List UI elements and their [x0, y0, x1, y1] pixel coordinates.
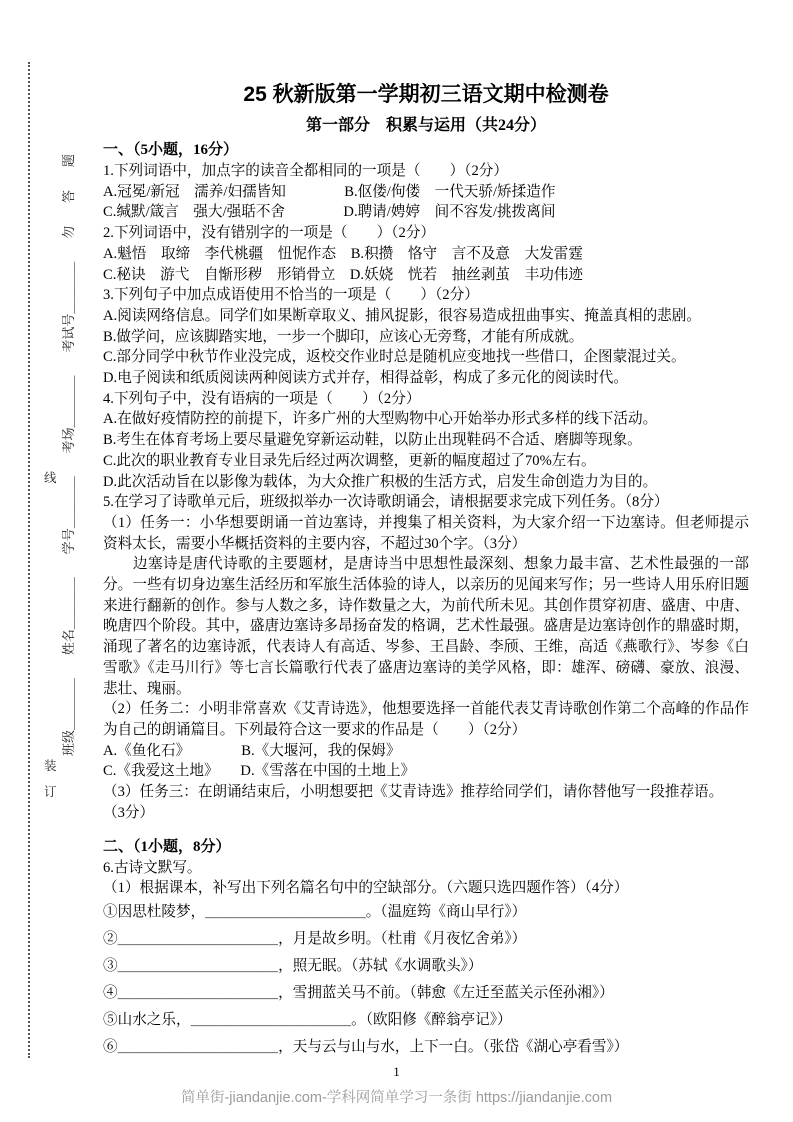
student-info-fields	[56, 154, 78, 756]
q6-sub1: （1）根据课本，补写出下列名篇名句中的空缺部分。（六题只选四题作答）（4分）	[103, 880, 629, 897]
q2-stem: 2.下列词语中，没有错别字的一项是（ ）（2分）	[103, 225, 436, 242]
q6-stem: 6.古诗文默写。	[103, 859, 202, 876]
q4-option-d: D.此次活动旨在以影像为载体，为大众推广积极的生活方式，启发生命创造力为目的。	[103, 473, 658, 490]
q3-option-a: A.阅读网络信息。同学们如果断章取义、捕风捉影，很容易造成扭曲事实、掩盖真相的悲剧。	[103, 307, 701, 324]
binding-dotted-line	[28, 62, 30, 1058]
seal-char-zhuang: 装	[44, 759, 57, 773]
seal-char-ding: 订	[44, 785, 57, 799]
q5-task2: （2）任务二：小明非常喜欢《艾青诗选》，他想要选择一首能代表艾青诗歌创作第二个高峰的作品作为自己的朗诵篇目。下列最符合这一要求的作品是（ ）（2分）	[103, 701, 749, 738]
q6-item-6: ⑥＿＿＿＿＿＿＿＿＿＿＿，天与云与山与水，上下一白。（张岱《湖心亭看雪》）	[103, 1038, 629, 1055]
q6-item-3: ③＿＿＿＿＿＿＿＿＿＿＿，照无眠。（苏轼《水调歌头》）	[103, 957, 483, 974]
page-number: 1	[393, 1064, 400, 1079]
section-two-heading: 二、（1小题，8分）	[103, 838, 231, 855]
q5-task2-options-ab: A.《鱼化石》 B.《大堰河，我的保姆》	[103, 742, 401, 759]
q6-item-5: ⑤山水之乐，＿＿＿＿＿＿＿＿＿＿＿。（欧阳修《醉翁亭记》）	[103, 1011, 512, 1028]
q6-item-4: ④＿＿＿＿＿＿＿＿＿＿＿，雪拥蓝关马不前。（韩愈《左迁至蓝关示侄孙湘》）	[103, 984, 614, 1001]
field-name: 姓名＿＿＿＿	[60, 577, 76, 656]
exam-title: 25 秋新版第一学期初三语文期中检测卷	[243, 83, 609, 106]
q3-option-d: D.电子阅读和纸质阅读两种阅读方式并存，相得益彰，构成了多元化的阅读时代。	[103, 370, 628, 387]
field-student-number: 学号＿＿＿＿	[60, 476, 76, 555]
q5-task1: （1）任务一：小华想要朗诵一首边塞诗，并搜集了相关资料，为大家介绍一下边塞诗。但老师提示资料太长，需要小华概括资料的主要内容，不超过30个字。（3分）	[103, 514, 749, 552]
exam-content	[103, 80, 749, 1061]
q4-option-c: C.此次的职业教育专业目录先后经过两次调整，更新的幅度超过了70%左右。	[103, 452, 596, 469]
q4-stem: 4.下列句子中，没有语病的一项是（ ）（2分）	[103, 390, 421, 407]
q3-stem: 3.下列句子中加点成语使用不恰当的一项是（ ）（2分）	[103, 287, 479, 304]
q4-option-a: A.在做好疫情防控的前提下，许多广州的大型购物中心开始举办形式多样的线下活动。	[103, 411, 658, 428]
field-class: 班级＿＿＿＿	[60, 677, 76, 756]
section-one-heading: 一、（5小题，16分）	[103, 142, 239, 158]
q5-stem: 5.在学习了诗歌单元后，班级拟举办一次诗歌朗诵会，请根据要求完成下列任务。（8分）	[103, 494, 669, 511]
q5-frontier-poetry-passage: 边塞诗是唐代诗歌的主要题材，是唐诗当中思想性最深刻、想象力最丰富、艺术性最强的一部分。一些有切身边塞生活经历和军旅生活体验的诗人，以亲历的见闻来写作；另一些诗人用乐府旧题来进行翻新的创作。参与人数之多，诗作数量之大，为前代所未见。其创作贯穿初唐、盛唐、中唐、晚唐四个阶段。其中，盛唐边塞诗多昂扬奋发的格调，艺术性最强。盛唐是边塞诗创作的鼎盛时期，涌现了著名的边塞诗派，代表诗人有高适、岑参、王昌龄、李颀、王维，高适《燕歌行》、岑参《白雪歌》《走马川行》等七言长篇歌行代表了盛唐边塞诗的美学风格，即：雄浑、磅礴、豪放、浪漫、悲壮、瑰丽。	[103, 556, 749, 697]
field-exam-number: 考试号＿＿＿＿	[60, 261, 76, 353]
part-one-header: 第一部分 积累与运用（共24分）	[305, 117, 546, 134]
site-footer: 简单街-jiandanjie.com-学科网简单学习一条街 https://jiandanjie.com	[180, 1090, 613, 1106]
q6-item-1: ①因思杜陵梦，＿＿＿＿＿＿＿＿＿＿＿。（温庭筠《商山早行》）	[103, 903, 527, 920]
q5-task2-options-cd: C.《我爱这土地》 D.《雪落在中国的土地上》	[103, 763, 416, 780]
q2-options-cd: C.秘诀 游弋 自惭形秽 形销骨立 D.妖娆 恍若 抽丝剥茧 丰功伟迹	[103, 266, 583, 283]
field-exam-room: 考场＿＿＿＿	[60, 375, 76, 454]
seal-warning-wu: 勿	[60, 225, 76, 239]
q3-option-b: B.做学问，应该脚踏实地，一步一个脚印，应该心无旁骛，才能有所成就。	[103, 328, 584, 345]
q4-option-b: B.考生在体育考场上要尽量避免穿新运动鞋，以防止出现鞋码不合适、磨脚等现象。	[103, 432, 642, 449]
q3-option-c: C.部分同学中秋节作业没完成，返校交作业时总是随机应变地找一些借口，企图蒙混过关。	[103, 349, 686, 366]
q5-task3: （3）任务三：在朗诵结束后，小明想要把《艾青诗选》推荐给同学们，请你替他写一段推荐语。	[103, 784, 724, 801]
q1-options-cd: C.缄默/箴言 强大/强聒不舍 D.聘请/娉婷 间不容发/挑拨离间	[103, 204, 556, 221]
q1-stem: 1.下列词语中，加点字的读音全都相同的一项是（ ）（2分）	[103, 163, 508, 179]
seal-char-xian: 线	[44, 471, 57, 485]
seal-warning-da: 答	[60, 189, 76, 203]
q5-task3-score: （3分）	[103, 804, 155, 821]
q6-item-2: ②＿＿＿＿＿＿＿＿＿＿＿，月是故乡明。（杜甫《月夜忆舍弟》）	[103, 930, 527, 947]
q1-options-ab: A.冠冕/新冠 濡养/妇孺皆知 B.伛偻/佝偻 一代天骄/矫揉造作	[103, 183, 556, 200]
seal-warning-ti: 题	[60, 154, 76, 168]
q2-options-ab: A.魁悟 取缔 李代桃疆 忸怩作态 B.积攒 恪守 言不及意 大发雷霆	[103, 245, 583, 262]
